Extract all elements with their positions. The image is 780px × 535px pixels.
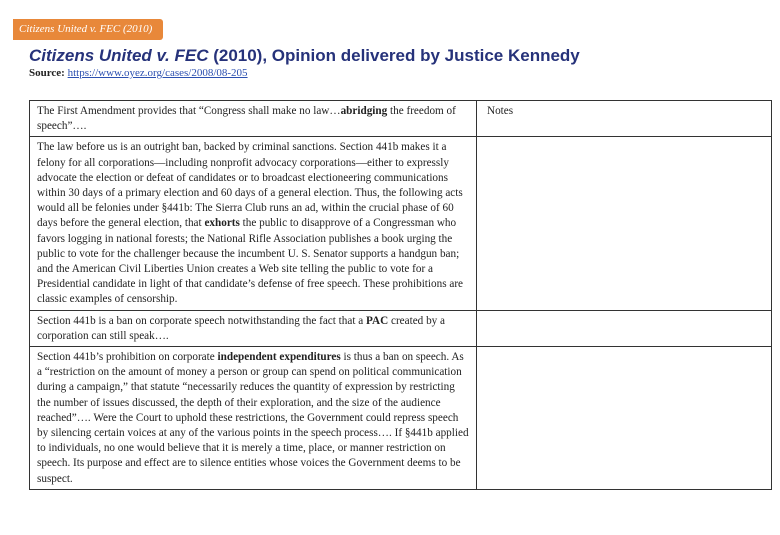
- table-row: [30, 310, 772, 346]
- excerpt-cell: Section 441b’s prohibition on corporate independent expenditures is thus a ban on speech. As a “restriction on the amount of money a person or group can spend on political communication during a campaign,” that statute “necessarily reduces the quantity of expression by restricting the number of issues discussed, the depth of their exploration, and the size of the audience reached”…. Were the Court to uphold these restrictions, the Government could repress speech by silencing certain voices at any of the various points in the speech process…. If §441b applied to individuals, no one would believe that it is merely a time, place, or manner restriction on speech. Its purpose and effect are to silence entities whose voices the Government deems to be suspect.: [30, 347, 477, 490]
- notes-cell[interactable]: [477, 101, 772, 137]
- opinion-table: [29, 100, 772, 490]
- document-title: [29, 46, 580, 66]
- excerpt-cell: The law before us is an outright ban, backed by criminal sanctions. Section 441b makes it a felony for all corporations—including nonprofit advocacy corporations—either to expressly advocate the election or defeat of candidates or to broadcast electioneering communications within 30 days of a primary election and 60 days of a general election. Thus, the following acts would all be felonies under §441b: The Sierra Club runs an ad, within the crucial phase of 60 days before the general election, that exhorts the public to disapprove of a Congressman who favors logging in national forests; the National Rifle Association publishes a book urging the public to vote for the challenger because the incumbent U. S. Senator supports a handgun ban; and the American Civil Liberties Union creates a Web site telling the public to vote for a Presidential candidate in light of that candidate’s defense of free speech. These prohibitions are classic examples of censorship.: [30, 137, 477, 310]
- table-row: [30, 101, 772, 137]
- source-line: [29, 67, 248, 79]
- case-name-italic: Citizens United v. FEC: [29, 46, 209, 65]
- excerpt-cell: The First Amendment provides that “Congress shall make no law…abridging the freedom of speech”….: [30, 101, 477, 137]
- document-tab-label: Citizens United v. FEC (2010): [13, 19, 163, 40]
- table-row: [30, 137, 772, 310]
- notes-header: Notes: [487, 105, 514, 117]
- key-term: abridging: [340, 105, 388, 117]
- source-link[interactable]: https://www.oyez.org/cases/2008/08-205: [67, 67, 248, 79]
- title-rest: (2010), Opinion delivered by Justice Kennedy: [208, 46, 580, 65]
- key-term: independent expenditures: [217, 351, 341, 364]
- notes-cell[interactable]: [477, 347, 772, 490]
- table-row: [30, 347, 772, 490]
- key-term: exhorts: [204, 217, 240, 230]
- notes-cell[interactable]: [477, 137, 772, 310]
- excerpt-cell: Section 441b is a ban on corporate speech notwithstanding the fact that a PAC created by a corporation can still speak….: [30, 310, 477, 346]
- source-label: Source:: [29, 67, 65, 79]
- key-term: PAC: [366, 314, 389, 327]
- notes-cell[interactable]: [477, 310, 772, 346]
